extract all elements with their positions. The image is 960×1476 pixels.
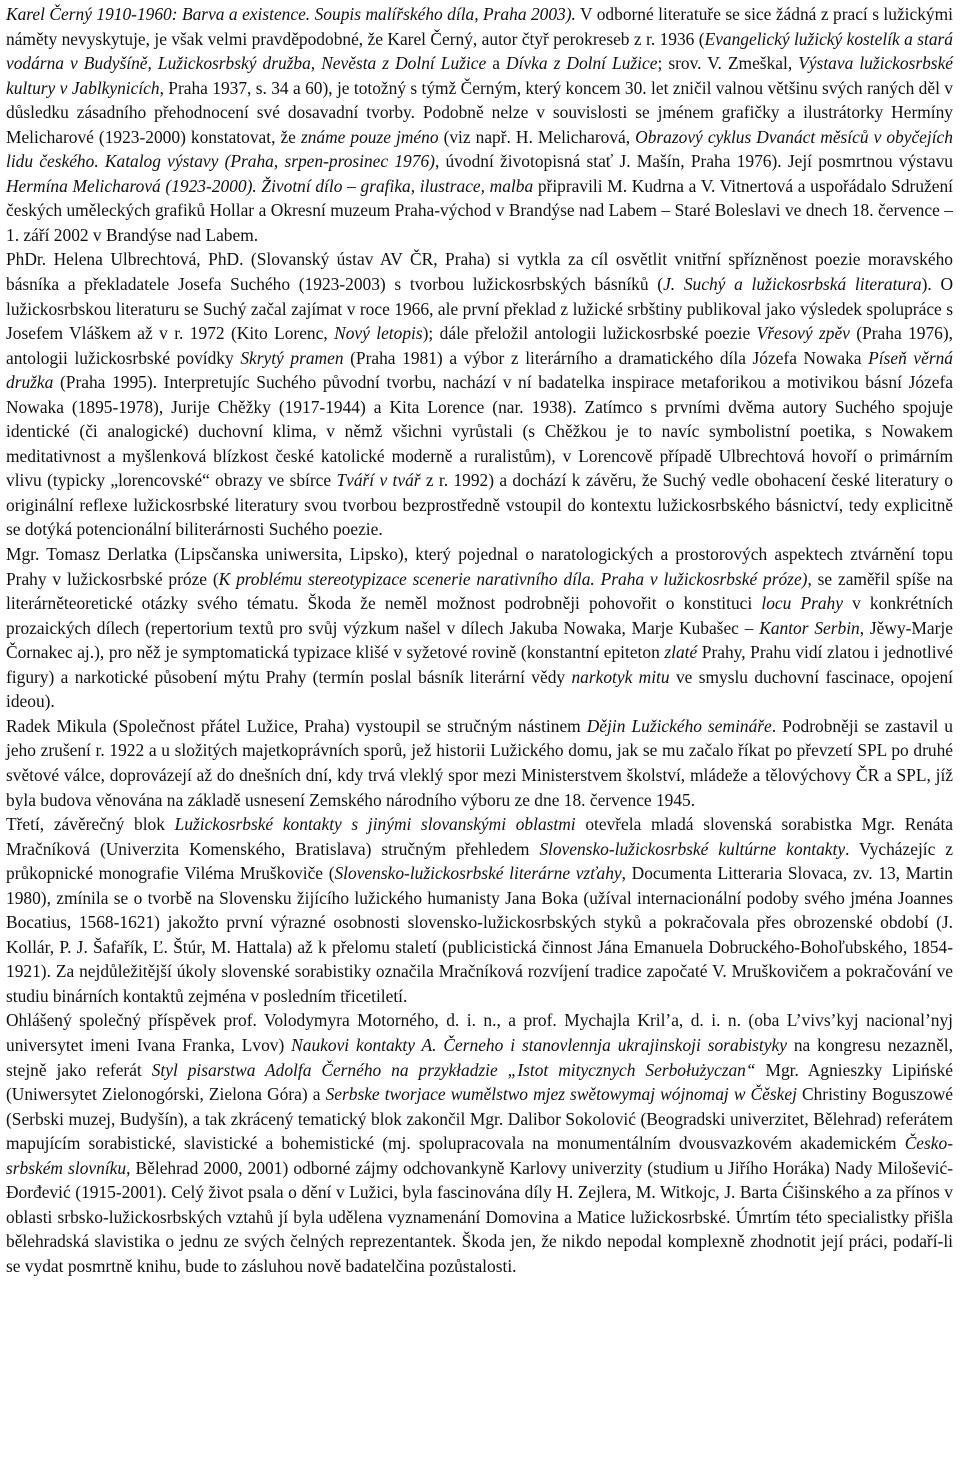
- italic-text: Česko-srbském slovníku: [6, 1133, 953, 1178]
- italic-text: Styl pisarstwa Adolfa Černého na przykładzie „Istot mitycznych Serbołużyczan“: [151, 1059, 756, 1080]
- text-run: (Praha 1995). Interpretujíc Suchého původní tvorbu, nachází v ní badatelka inspirace metaforikou a motivikou básní Józefa Nowaka (1895-1978), Jurije Chěžky (1917-1944) a Kita Lorence (nar. 1938). Zatímco s prvními dvěma autory Suchého spojuje identické (či analogické) duchovní klima, v němž všichni vyrůstali (s Chěžkou je to navíc symbolistní poetika, s Nowakem meditativnost a myšlenková blízkost české katolické moderně a ruralistům), v Lorencově případě Ulbrechtová hovoří o primárním vlivu (typicky „lorencovské“ obrazy ve sbírce: [6, 372, 953, 491]
- italic-text: Slovensko-lužickosrbské kultúrne kontakty: [539, 838, 846, 859]
- text-run: Christiny Boguszowé (Serbski muzej, Budyšín), a tak zkrácený tematický blok zakončil Mgr. Dalibor Sokolović (Beogradski univerzitet, Bělehrad) referátem mapujícím sorabistické, slavistické a bohemistické (mj. spolupracovala na monumentálním dvousvazkovém akademickém: [6, 1084, 953, 1154]
- text-run: , úvodní životopisná stať J. Mašín, Praha 1976). Její posmrtnou výstavu: [434, 151, 953, 172]
- text-run: na kongresu nezazněl, stejně jako referát: [6, 1034, 953, 1080]
- text-run: Mgr. Agnieszky Lipińské (Uniwersytet Zielonogórski, Zielona Góra) a: [6, 1059, 953, 1105]
- paragraph: [6, 542, 953, 714]
- text-run: . Vycházejíc z průkopnické monografie Viléma Mruškoviče (: [6, 838, 953, 884]
- italic-text: Obrazový cyklus Dvanáct měsíců v obyčejích lidu českého.: [6, 126, 953, 172]
- paragraph: [6, 1008, 953, 1278]
- italic-text: Skrytý pramen: [240, 347, 344, 368]
- italic-text: Slovensko-lužickosrbské literárne vzťahy: [334, 863, 622, 884]
- italic-text: Píseň věrná družka: [6, 347, 953, 393]
- text-run: , Jěwy-Marje Čornakec aj.), pro něž je symptomatická typizace klišé v syžetové rovině (konstantní epiteton: [6, 617, 953, 663]
- text-run: (Praha 1981) a výbor z literárního a dramatického díla Józefa Nowaka: [343, 347, 869, 368]
- text-run: , Praha 1937, s. 34 a 60), je totožný s týmž Černým, který koncem 30. let zničil valnou většinu svých raných děl v důsledku zásadního přehodnocení své dosavadní tvorby. Podobně nelze v souvislosti se jménem grafičky a ilustrátorky Hermíny Melicharové (1923-2000) konstatovat, že: [6, 77, 953, 147]
- text-run: ve smyslu duchovní fascinace, opojení ideou).: [6, 666, 953, 712]
- text-run: připravili M. Kudrna a V. Vitnertová a uspořádalo Sdružení českých uměleckých grafiků Hollar a Okresní muzeum Praha-východ v Brandýse nad Labem – Staré Boleslavi ve dnech 18. července – 1. září 2002 v Brandýse nad Labem.: [6, 175, 953, 245]
- text-run: (Praha 1976), antologii lužickosrbské povídky: [6, 323, 954, 368]
- italic-text: J. Suchý a lužickosrbská literatura: [663, 274, 922, 295]
- text-run: Ohlášený společný příspěvek prof. Volodymyra Motorného, d. i. n., a prof. Mychajla Kril’a, d. i. n. (oba L’vivs’kyj nacional’nyj universytet imeni Ivana Franka, Lvov): [6, 1010, 953, 1055]
- italic-text: narkotyk mitu: [571, 666, 670, 687]
- paragraph: [6, 714, 953, 812]
- italic-text: Lužickosrbské kontakty s jinými slovanskými oblastmi: [174, 814, 576, 835]
- italic-text: K problému stereotypizace scenerie narativního díla. Praha v lužickosrbské próze): [218, 568, 808, 589]
- paragraph: [6, 812, 953, 1008]
- paragraph: [6, 247, 953, 542]
- text-run: Mgr. Tomasz Derlatka (Lipsčanska uniwersita, Lipsko), který pojednal o naratologických a prostorových aspektech ztvárnění topu Prahy v lužickosrbské próze (: [6, 544, 953, 589]
- text-run: , Documenta Litteraria Slovaca, zv. 13, Martin 1980), zmínila se o tvorbě na Slovensku žijícího lužického humanisty Jana Boka (užíval internacionální podoby svého jména Joannes Bocatius, 1568-1621) jakožto první výrazné osobnosti slovensko-lužickosrbských styků a pokračovala přes obrozenské období (J. Kollár, P. J. Šafařík, Ľ. Štúr, M. Hattala) až k přelomu staletí (publicistická činnost Jána Emanuela Dobruckého-Bohoľubského, 1854-1921). Za nejdůležitější úkoly slovenské sorabistiky označila Mračníková rozvíjení tradice započaté V. Mruškovičem a pokračování ve studiu binárních kontaktů zejména v posledním třicetiletí.: [6, 863, 953, 1006]
- italic-text: Serbske tworjace wumělstwo mjez swětowymaj wójnomaj w Čěskej: [325, 1084, 797, 1105]
- italic-text: Vřesový zpěv: [756, 323, 850, 344]
- italic-text: Dějin Lužického semináře: [586, 715, 772, 736]
- text-run: a: [486, 53, 506, 74]
- italic-text: Kantor Serbin: [759, 617, 860, 638]
- italic-text: Výstava lužickosrbské kultury v Jablkynicích: [6, 53, 954, 98]
- italic-text: Naukovi kontakty A. Černeho i stanovlennja ukrajinskoji sorabistyky: [291, 1034, 787, 1055]
- paragraph: [6, 2, 953, 247]
- text-run: PhDr. Helena Ulbrechtová, PhD. (Slovanský ústav AV ČR, Praha) si vytkla za cíl osvětlit vnitřní spřízněnost poezie moravského básníka a překladatele Josefa Suchého (1923-2003) s tvorbou lužickosrbských básníků (: [6, 249, 953, 295]
- text-run: Radek Mikula (Společnost přátel Lužice, Praha) vystoupil se stručným nástinem: [6, 715, 587, 736]
- italic-text: Tváří v tvář: [336, 470, 421, 491]
- text-run: (viz např. H. Melicharová,: [438, 126, 636, 147]
- italic-text: známe pouze jméno: [300, 126, 439, 147]
- text-run: , se zaměřil spíše na literárněteoretické otázky svého tématu. Škoda že neměl možnost podrobněji pohovořit o konstituci: [6, 568, 953, 614]
- text-run: Třetí, závěrečný blok: [6, 814, 175, 835]
- text-run: Prahy, Prahu vidí zlatou i jednotlivé figury) a narkotické působení mýtu Prahy (termín poslal básník literární vědy: [6, 642, 953, 687]
- text-run: v konkrétních prozaických dílech (repertorium textů pro svůj výzkum našel v dílech Jakuba Nowaka, Marje Kubašec –: [6, 593, 953, 638]
- text-run: . Podrobněji se zastavil u jeho zrušení r. 1922 a u složitých majetkoprávních sporů, jež historii Lužického domu, jak se mu začalo říkat po převzetí SPL po druhé světové válce, doprovázejí až do dnešních dní, kdy trvá vleklý spor mezi Ministerstvem školství, mládeže a tělovýchovy ČR a SPL, jíž byla budova věnována na základě usnesení Zemského národního výboru ze dne 18. července 1945.: [6, 715, 953, 810]
- text-run: , Bělehrad 2000, 2001) odborné zájmy odchovankyně Karlovy univerzity (studium u Jiřího Horáka) Nady Milošević-Đorđević (1915-2001). Celý život psala o dění v Lužici, byla fascinována díly H. Zejlera, M. Witkojc, J. Barta Ćišinského a za přínos v oblasti srbsko-lužickosrbských vztahů jí byla udělena vyznamenání Domovina a Matice lužickosrbské. Úmrtím této specialistky přišla bělehradská slavistika o jednu ze svých čelných reprezentantek. Škoda jen, že nikdo nepodal komplexně zhodnotit její práci, podaří-li se vydat posmrtně knihu, bude to zásluhou nově badatelčina pozůstalosti.: [6, 1157, 953, 1276]
- italic-text: Nový letopis: [334, 323, 423, 344]
- text-run: ; srov. V. Zmeškal,: [657, 53, 799, 74]
- italic-text: Karel Černý 1910-1960: Barva a existence. Soupis malířského díla, Praha 2003).: [6, 4, 576, 24]
- text-run: otevřela mladá slovenská sorabistka Mgr. Renáta Mračníková (Univerzita Komenského, Bratislava) stručným přehledem: [6, 814, 953, 859]
- text-run: V odborné literatuře se sice žádná z prací s lužickými náměty nevyskytuje, je však velmi pravděpodobné, že Karel Černý, autor čtyř perokreseb z r. 1936 (: [6, 4, 953, 49]
- italic-text: Evangelický lužický kostelík a stará vodárna v Budyšíně, Lužickosrbský družba, Nevěsta z Dolní Lužice: [6, 28, 953, 74]
- italic-text: zlaté: [664, 642, 698, 663]
- italic-text: locu Prahy: [761, 593, 843, 614]
- text-run: z r. 1992) a dochází k závěru, že Suchý vedle obohacení české literatury o originální reflexe lužickosrbské literatury svou tvorbou bezprostředně vstoupil do kontextu lužickosrbského básnictví, tedy explicitně se dotýká potencionální biliterárnosti Suchého poezie.: [6, 470, 953, 540]
- text-run: ). O lužickosrbskou literaturu se Suchý začal zajímat v roce 1966, ale první překlad z lužické srbštiny publikoval jako výsledek spolupráce s Josefem Vláškem až v r. 1972 (Kito Lorenc,: [6, 274, 954, 344]
- italic-text: Hermína Melicharová (1923-2000). Životní dílo – grafika, ilustrace, malba: [6, 175, 534, 196]
- italic-text: Dívka z Dolní Lužice: [506, 53, 658, 74]
- italic-text: Katalog výstavy (Praha, srpen-prosinec 1976): [104, 151, 435, 172]
- text-run: ); dále přeložil antologii lužickosrbské poezie: [422, 323, 757, 344]
